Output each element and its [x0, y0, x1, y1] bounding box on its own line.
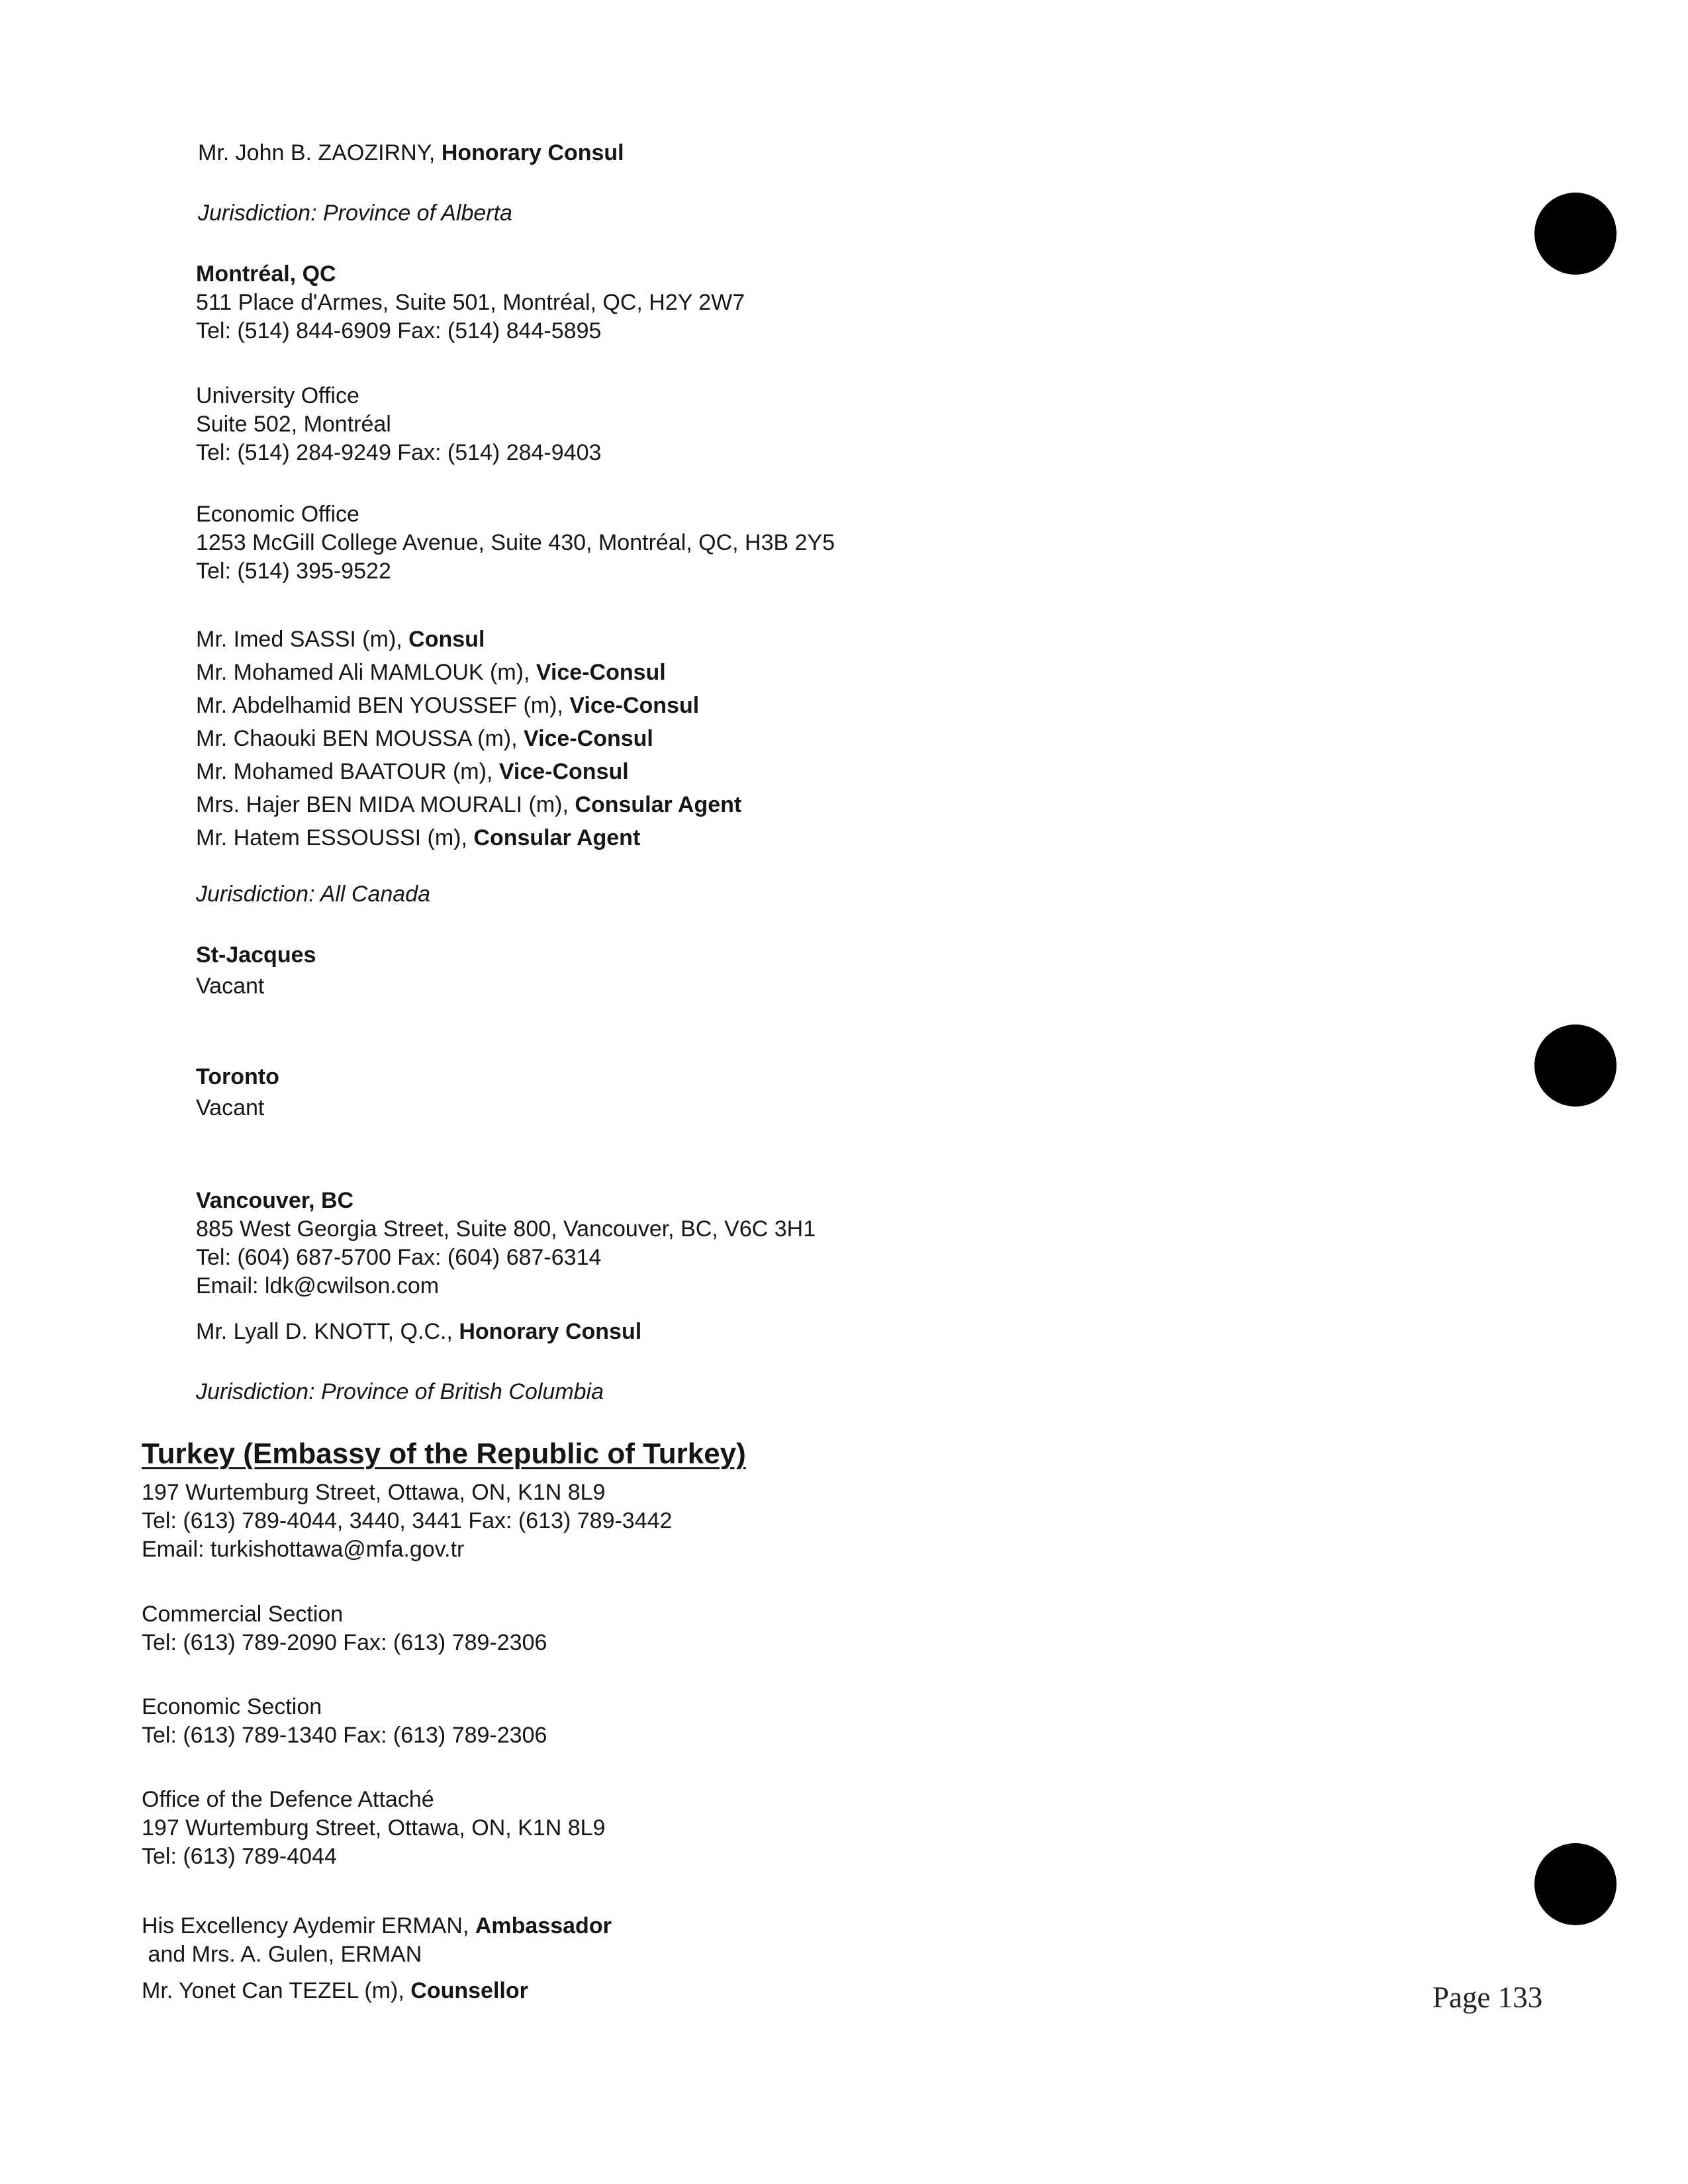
person-name: Mr. Yonet Can TEZEL (m), — [142, 1978, 404, 2003]
vancouver-jurisdiction: Jurisdiction: Province of British Columbia — [196, 1379, 604, 1404]
vancouver-email: Email: ldk@cwilson.com — [196, 1273, 440, 1298]
montreal-jurisdiction: Jurisdiction: All Canada — [196, 882, 431, 907]
staff-entry — [196, 722, 741, 755]
person-name: Mrs. Hajer BEN MIDA MOURALI (m), — [196, 792, 569, 817]
montreal-staff-list — [196, 623, 741, 854]
person-title: Consular Agent — [473, 825, 641, 850]
person-title: Consular Agent — [575, 792, 742, 817]
person-name: Mr. Mohamed BAATOUR (m), — [196, 759, 493, 784]
vancouver-consul-entry — [196, 1318, 641, 1346]
stjacques-status: Vacant — [196, 974, 265, 999]
vancouver-heading: Vancouver, BC — [196, 1188, 354, 1213]
section-phone: Tel: (613) 789-1340 Fax: (613) 789-2306 — [142, 1723, 547, 1748]
person-title: Vice-Consul — [524, 726, 653, 751]
turkey-ambassador-entry — [142, 1912, 612, 1969]
montreal-heading: Montréal, QC — [196, 261, 336, 287]
staff-entry — [196, 623, 741, 656]
turkey-heading: Turkey (Embassy of the Republic of Turkey) — [142, 1437, 746, 1470]
stjacques-section — [196, 941, 316, 1001]
staff-entry — [196, 788, 741, 821]
punch-hole — [1534, 1843, 1617, 1925]
section-address: 197 Wurtemburg Street, Ottawa, ON, K1N 8L9 — [142, 1815, 606, 1841]
vancouver-section — [196, 1187, 816, 1300]
montreal-university-office — [196, 382, 601, 467]
section-name: Office of the Defence Attaché — [142, 1787, 434, 1812]
person-name: Mr. Mohamed Ali MAMLOUK (m), — [196, 660, 530, 685]
person-title: Vice-Consul — [498, 759, 629, 784]
office-name: Economic Office — [196, 502, 359, 527]
punch-hole — [1534, 1024, 1617, 1107]
toronto-heading: Toronto — [196, 1064, 279, 1089]
office-address: Suite 502, Montréal — [196, 412, 391, 437]
stjacques-heading: St-Jacques — [196, 942, 316, 968]
turkey-address: 197 Wurtemburg Street, Ottawa, ON, K1N 8L9 — [142, 1480, 606, 1505]
person-name: Mr. John B. ZAOZIRNY, — [198, 140, 436, 165]
person-title: Counsellor — [410, 1978, 528, 2003]
person-title: Vice-Consul — [536, 660, 666, 685]
montreal-section — [196, 260, 745, 345]
section-phone: Tel: (613) 789-4044 — [142, 1844, 337, 1869]
punch-hole — [1534, 193, 1617, 275]
montreal-address: 511 Place d'Armes, Suite 501, Montréal, QC, H2Y 2W7 — [196, 290, 745, 315]
spouse-line: and Mrs. A. Gulen, ERMAN — [142, 1942, 422, 1967]
person-title: Honorary Consul — [459, 1319, 642, 1344]
toronto-section — [196, 1063, 279, 1122]
section-phone: Tel: (613) 789-2090 Fax: (613) 789-2306 — [142, 1630, 547, 1655]
turkey-commercial-section — [142, 1600, 547, 1657]
staff-entry — [196, 821, 741, 854]
office-address: 1253 McGill College Avenue, Suite 430, Montréal, QC, H3B 2Y5 — [196, 530, 835, 555]
vancouver-address: 885 West Georgia Street, Suite 800, Vancouver, BC, V6C 3H1 — [196, 1216, 816, 1242]
office-phone: Tel: (514) 284-9249 Fax: (514) 284-9403 — [196, 440, 602, 465]
staff-entry — [196, 689, 741, 722]
section-name: Commercial Section — [142, 1602, 344, 1627]
person-name: Mr. Hatem ESSOUSSI (m), — [196, 825, 467, 850]
person-name: Mr. Imed SASSI (m), — [196, 627, 402, 652]
staff-entry — [196, 656, 741, 689]
turkey-defence-office — [142, 1786, 605, 1871]
page-number: Page 133 — [1432, 1981, 1543, 2014]
turkey-counsellor-entry — [142, 1977, 528, 2005]
staff-entry — [196, 755, 741, 788]
person-name: His Excellency Aydemir ERMAN, — [142, 1913, 469, 1938]
person-title: Vice-Consul — [569, 693, 700, 718]
office-phone: Tel: (514) 395-9522 — [196, 559, 391, 584]
person-title: Honorary Consul — [441, 140, 624, 165]
person-name: Mr. Chaouki BEN MOUSSA (m), — [196, 726, 518, 751]
montreal-phone: Tel: (514) 844-6909 Fax: (514) 844-5895 — [196, 318, 602, 343]
alberta-jurisdiction: Jurisdiction: Province of Alberta — [198, 201, 512, 226]
office-name: University Office — [196, 383, 359, 408]
vancouver-phone: Tel: (604) 687-5700 Fax: (604) 687-6314 — [196, 1245, 602, 1270]
person-title: Consul — [408, 627, 485, 652]
alberta-consul-entry — [198, 139, 624, 167]
turkey-phone: Tel: (613) 789-4044, 3440, 3441 Fax: (613) 789-3442 — [142, 1508, 673, 1533]
section-name: Economic Section — [142, 1694, 322, 1719]
turkey-embassy-contact — [142, 1479, 672, 1564]
toronto-status: Vacant — [196, 1095, 265, 1120]
turkey-email: Email: turkishottawa@mfa.gov.tr — [142, 1537, 465, 1562]
person-name: Mr. Lyall D. KNOTT, Q.C., — [196, 1319, 453, 1344]
person-title: Ambassador — [475, 1913, 612, 1938]
montreal-economic-office — [196, 500, 835, 586]
turkey-economic-section — [142, 1693, 547, 1750]
person-name: Mr. Abdelhamid BEN YOUSSEF (m), — [196, 693, 563, 718]
